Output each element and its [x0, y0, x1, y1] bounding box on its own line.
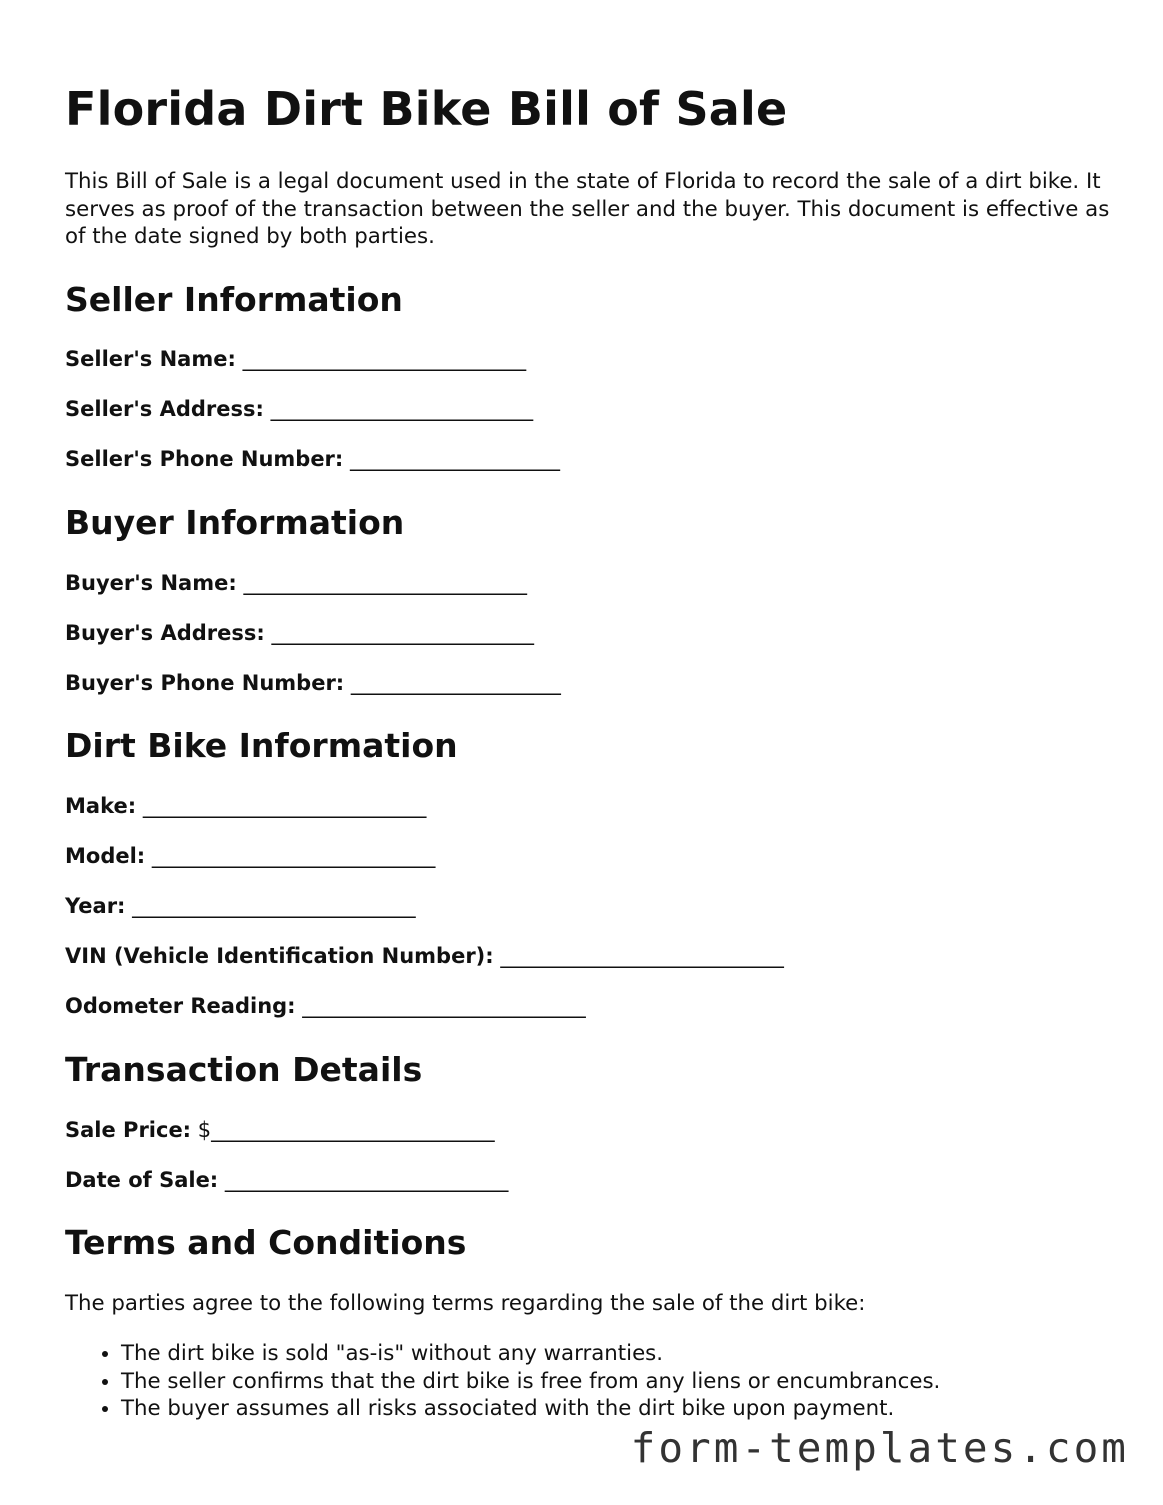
odometer-field: [65, 994, 586, 1018]
buyer-address-line[interactable]: _________________________: [271, 621, 534, 645]
buyer-phone-line[interactable]: ____________________: [350, 671, 561, 695]
terms-list: [65, 1340, 940, 1423]
date-of-sale-field: [65, 1168, 508, 1192]
model-field: [65, 844, 435, 868]
buyer-address-field: [65, 621, 534, 645]
watermark: form-templates.com: [630, 1424, 1129, 1472]
seller-address-label: Seller's Address:: [65, 397, 264, 421]
seller-phone-line[interactable]: ____________________: [350, 447, 560, 471]
date-of-sale-line[interactable]: ___________________________: [224, 1168, 509, 1192]
vin-line[interactable]: ___________________________: [500, 944, 784, 968]
make-label: Make:: [65, 794, 137, 818]
buyer-name-field: [65, 571, 527, 595]
list-item: • The buyer assumes all risks associated with the dirt bike upon payment.: [121, 1395, 940, 1423]
odometer-label: Odometer Reading:: [65, 994, 296, 1018]
sale-price-label: Sale Price:: [65, 1118, 192, 1142]
buyer-heading: Buyer Information: [65, 503, 405, 542]
make-line[interactable]: ___________________________: [142, 794, 427, 818]
document-title: Florida Dirt Bike Bill of Sale: [65, 82, 788, 136]
vin-label: VIN (Vehicle Identification Number):: [65, 944, 494, 968]
seller-address-field: [65, 397, 533, 421]
list-item: • The seller confirms that the dirt bike is free from any liens or encumbrances.: [121, 1368, 940, 1396]
sale-price-field: [65, 1118, 495, 1142]
terms-intro: The parties agree to the following terms regarding the sale of the dirt bike:: [65, 1291, 866, 1316]
buyer-address-label: Buyer's Address:: [65, 621, 265, 645]
list-item: • The dirt bike is sold "as-is" without any warranties.: [121, 1340, 940, 1368]
terms-heading: Terms and Conditions: [65, 1223, 467, 1262]
seller-name-label: Seller's Name:: [65, 347, 236, 371]
sale-price-line[interactable]: $___________________________: [197, 1118, 495, 1142]
bike-heading: Dirt Bike Information: [65, 726, 458, 765]
year-line[interactable]: ___________________________: [132, 894, 416, 918]
model-line[interactable]: ___________________________: [151, 844, 436, 868]
seller-phone-field: [65, 447, 560, 471]
year-field: [65, 894, 416, 918]
make-field: [65, 794, 426, 818]
seller-heading: Seller Information: [65, 280, 403, 319]
year-label: Year:: [65, 894, 126, 918]
seller-phone-label: Seller's Phone Number:: [65, 447, 344, 471]
transaction-heading: Transaction Details: [65, 1050, 423, 1089]
odometer-line[interactable]: ___________________________: [302, 994, 586, 1018]
buyer-name-line[interactable]: ___________________________: [243, 571, 527, 595]
seller-name-line[interactable]: ___________________________: [242, 347, 527, 371]
model-label: Model:: [65, 844, 146, 868]
buyer-phone-field: [65, 671, 561, 695]
buyer-name-label: Buyer's Name:: [65, 571, 237, 595]
seller-address-line[interactable]: _________________________: [270, 397, 534, 421]
intro-paragraph: This Bill of Sale is a legal document used in the state of Florida to record the sale of a dirt bike. It serves as proof of the transaction between the seller and the buyer. This document is effective as of the date signed by both parties.: [65, 169, 1110, 249]
buyer-phone-label: Buyer's Phone Number:: [65, 671, 345, 695]
seller-name-field: [65, 347, 526, 371]
date-of-sale-label: Date of Sale:: [65, 1168, 219, 1192]
vin-field: [65, 944, 784, 968]
